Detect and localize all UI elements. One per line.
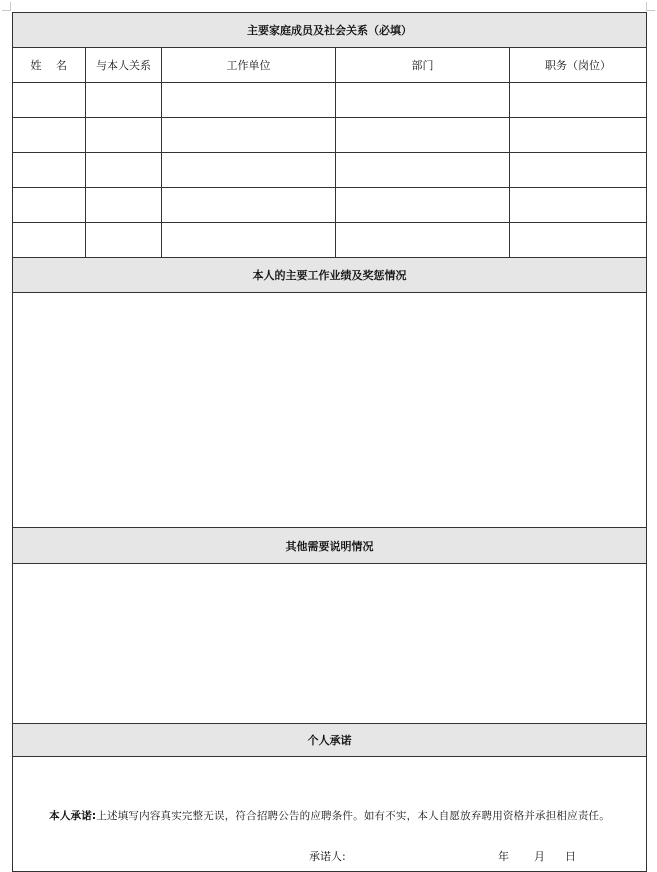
table-row bbox=[13, 83, 647, 118]
date-day-label: 日 bbox=[565, 850, 576, 863]
family-cell-name[interactable] bbox=[13, 83, 86, 118]
column-header-employer: 工作单位 bbox=[162, 48, 336, 83]
pledge-text: 上述填写内容真实完整无误，符合招聘公告的应聘条件。如有不实，本人自愿放弃聘用资格并承担相应责任。 bbox=[96, 809, 610, 822]
signer-label: 承诺人: bbox=[309, 850, 346, 863]
family-column-header-row bbox=[13, 48, 647, 83]
achievements-content-area[interactable] bbox=[13, 293, 647, 528]
family-cell-employer[interactable] bbox=[162, 83, 336, 118]
family-cell-position[interactable] bbox=[510, 118, 647, 153]
family-cell-employer[interactable] bbox=[162, 188, 336, 223]
achievements-section-header-row bbox=[13, 258, 647, 293]
table-row bbox=[13, 188, 647, 223]
family-section-title: 主要家庭成员及社会关系（必填） bbox=[13, 13, 647, 48]
table-row bbox=[13, 153, 647, 188]
family-cell-relation[interactable] bbox=[86, 223, 162, 258]
family-cell-department[interactable] bbox=[336, 153, 510, 188]
pledge-section-title: 个人承诺 bbox=[13, 724, 647, 757]
column-header-position: 职务（岗位） bbox=[510, 48, 647, 83]
achievements-content-row bbox=[13, 293, 647, 528]
column-header-name-given: 名 bbox=[56, 59, 68, 72]
achievements-section-title: 本人的主要工作业绩及奖惩情况 bbox=[13, 258, 647, 293]
page-corner-mark-top-left bbox=[2, 2, 11, 11]
family-section-header-row bbox=[13, 13, 647, 48]
family-cell-employer[interactable] bbox=[162, 118, 336, 153]
family-cell-position[interactable] bbox=[510, 188, 647, 223]
other-section-header-row bbox=[13, 528, 647, 564]
family-cell-relation[interactable] bbox=[86, 153, 162, 188]
family-cell-department[interactable] bbox=[336, 188, 510, 223]
family-cell-relation[interactable] bbox=[86, 188, 162, 223]
family-cell-name[interactable] bbox=[13, 153, 86, 188]
family-cell-position[interactable] bbox=[510, 153, 647, 188]
column-header-name bbox=[13, 48, 86, 83]
pledge-statement bbox=[13, 803, 646, 826]
family-cell-name[interactable] bbox=[13, 188, 86, 223]
column-header-name-surname: 姓 bbox=[30, 59, 42, 72]
family-cell-name[interactable] bbox=[13, 223, 86, 258]
family-cell-position[interactable] bbox=[510, 223, 647, 258]
family-cell-relation[interactable] bbox=[86, 83, 162, 118]
registration-form-table bbox=[12, 12, 647, 872]
other-content-row bbox=[13, 564, 647, 724]
pledge-label: 本人承诺: bbox=[49, 809, 97, 822]
date-year-label: 年 bbox=[498, 850, 509, 863]
table-row bbox=[13, 223, 647, 258]
family-cell-employer[interactable] bbox=[162, 223, 336, 258]
other-section-title: 其他需要说明情况 bbox=[13, 528, 647, 564]
column-header-department: 部门 bbox=[336, 48, 510, 83]
family-cell-position[interactable] bbox=[510, 83, 647, 118]
table-row bbox=[13, 118, 647, 153]
pledge-section-header-row bbox=[13, 724, 647, 757]
family-cell-department[interactable] bbox=[336, 83, 510, 118]
page-corner-mark-top-right bbox=[646, 2, 655, 11]
other-content-area[interactable] bbox=[13, 564, 647, 724]
family-cell-department[interactable] bbox=[336, 223, 510, 258]
pledge-content-row bbox=[13, 757, 647, 872]
family-cell-employer[interactable] bbox=[162, 153, 336, 188]
family-cell-department[interactable] bbox=[336, 118, 510, 153]
signature-line bbox=[13, 848, 646, 864]
family-cell-name[interactable] bbox=[13, 118, 86, 153]
family-cell-relation[interactable] bbox=[86, 118, 162, 153]
date-month-label: 月 bbox=[534, 850, 545, 863]
column-header-relation: 与本人关系 bbox=[86, 48, 162, 83]
pledge-content-cell bbox=[13, 757, 647, 872]
